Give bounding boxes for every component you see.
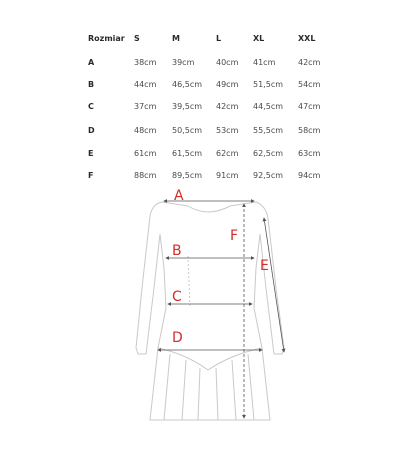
row-label-c: C (88, 102, 94, 111)
cell-b-l: 49cm (216, 80, 239, 89)
header-size-m: M (172, 34, 180, 43)
cell-d-s: 48cm (134, 126, 157, 135)
row-label-a: A (88, 58, 95, 67)
cell-c-xxl: 47cm (298, 102, 321, 111)
header-rozmiar: Rozmiar (88, 34, 125, 43)
right-sleeve (260, 218, 284, 354)
cell-f-xl: 92,5cm (253, 171, 284, 180)
cell-e-xl: 62,5cm (253, 149, 284, 158)
header-size-s: S (134, 34, 140, 43)
cell-a-l: 40cm (216, 58, 239, 67)
measurement-label-b: B (172, 243, 182, 259)
pleat-3 (198, 368, 200, 420)
cell-f-xxl: 94cm (298, 171, 321, 180)
header-size-xxl: XXL (298, 34, 316, 43)
cell-c-xl: 44,5cm (253, 102, 284, 111)
cell-d-xxl: 58cm (298, 126, 321, 135)
right-shoulder (230, 202, 268, 218)
measurement-label-e: E (260, 258, 269, 274)
bodice-right (254, 234, 262, 348)
cell-b-m: 46,5cm (172, 80, 203, 89)
cell-f-l: 91cm (216, 171, 239, 180)
cell-b-xl: 51,5cm (253, 80, 284, 89)
header-size-l: L (216, 34, 222, 43)
cell-e-l: 62cm (216, 149, 239, 158)
cell-a-xxl: 42cm (298, 58, 321, 67)
skirt-outline (150, 348, 270, 420)
cell-b-xxl: 54cm (298, 80, 321, 89)
row-label-e: E (88, 149, 94, 158)
row-label-d: D (88, 126, 95, 135)
row-label-b: B (88, 80, 95, 89)
measurement-label-d: D (172, 330, 183, 346)
cell-e-xxl: 63cm (298, 149, 321, 158)
cell-f-s: 88cm (134, 171, 157, 180)
dress-measurement-diagram (120, 188, 290, 458)
measurement-label-a: A (174, 188, 184, 204)
cell-d-l: 53cm (216, 126, 239, 135)
pleat-1 (164, 354, 170, 420)
left-sleeve (136, 216, 160, 354)
neckline (188, 206, 230, 212)
cell-e-m: 61,5cm (172, 149, 203, 158)
cell-b-s: 44cm (134, 80, 157, 89)
cell-e-s: 61cm (134, 149, 157, 158)
cell-a-m: 39cm (172, 58, 195, 67)
cell-c-s: 37cm (134, 102, 157, 111)
measurement-arrows (158, 201, 284, 418)
pleat-5 (232, 360, 236, 420)
cell-c-m: 39,5cm (172, 102, 203, 111)
pleat-4 (216, 368, 218, 420)
cell-f-m: 89,5cm (172, 171, 203, 180)
pleat-6 (248, 354, 254, 420)
dress-outline-svg (120, 188, 290, 458)
cell-d-m: 50,5cm (172, 126, 203, 135)
bodice-left (158, 234, 166, 348)
pleat-2 (182, 360, 186, 420)
arrow-e (264, 218, 284, 352)
cell-c-l: 42cm (216, 102, 239, 111)
row-label-f: F (88, 171, 94, 180)
size-table (0, 0, 410, 190)
measurement-label-c: C (172, 289, 182, 305)
header-size-xl: XL (253, 34, 265, 43)
left-shoulder (150, 202, 188, 216)
cell-d-xl: 55,5cm (253, 126, 284, 135)
measurement-label-f: F (230, 228, 239, 244)
cell-a-s: 38cm (134, 58, 157, 67)
waist-seam (158, 348, 262, 370)
center-seam-dashed (188, 256, 190, 308)
cell-a-xl: 41cm (253, 58, 276, 67)
dress-outline (136, 202, 284, 420)
